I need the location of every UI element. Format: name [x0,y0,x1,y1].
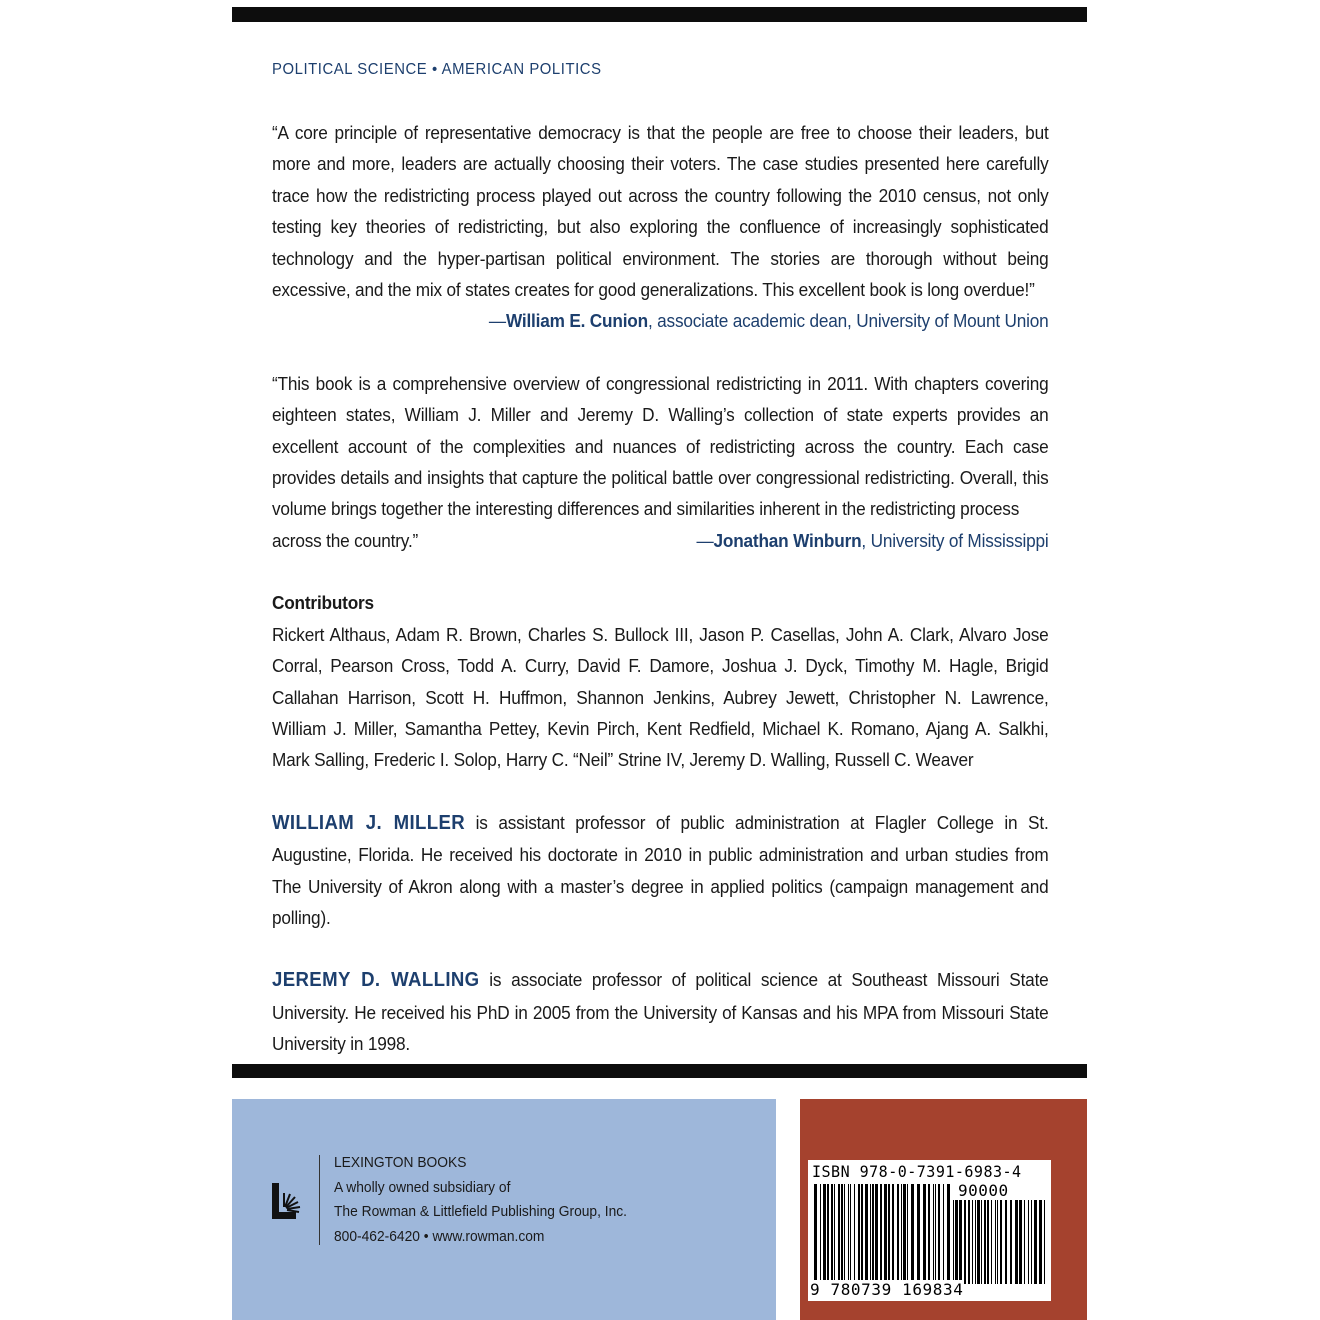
barcode-bar [1039,1200,1042,1284]
barcode-bar [1010,1200,1012,1284]
quote-winburn [272,368,1049,556]
barcode-bar [1031,1200,1032,1284]
contributors-section [272,587,1049,775]
attribution-dash: — [696,529,714,551]
barcode-bar [1028,1200,1029,1284]
barcode-bar [880,1184,882,1284]
barcode-bar [972,1200,973,1284]
barcode-bar [1024,1200,1025,1284]
barcode-panel [800,1099,1087,1320]
quote-text: “This book is a comprehensive overview of congressional redistricting in 2011. With chapters covering eighteen states, William J. Miller and Jeremy D. Walling’s collection of state experts provides an excellent account of the complexities and nuances of redistricting across the country. Each case provides details and insights that capture the political battle over congressional redistricting. Overall, this volume brings together the interesting differences and similarities inherent in the redistricting process [272,372,1049,520]
barcode-bar [854,1184,855,1284]
barcode-bar [968,1200,970,1284]
barcode-bar [917,1184,920,1284]
attribution-name: William E. Cunion [505,310,648,332]
barcode-bar [848,1184,849,1284]
barcode-bar [907,1184,908,1284]
barcode-bar [1015,1200,1018,1284]
bio-text: is assistant professor of public administration at Flagler College in St. Augustine, Florida. He received his doctorate in 2010 in public administration and urban studies from The University of Akron along with a master’s degree in applied politics (campaign management and polling). [272,811,1049,928]
barcode-bar [892,1184,894,1284]
barcode-bar [823,1184,826,1284]
barcode-bar [953,1200,954,1284]
quote-text-end: across the country.” [272,529,419,551]
quote-attribution [696,525,1048,556]
barcode-bar [888,1184,890,1284]
barcode-bar [814,1184,817,1284]
publisher-line: A wholly owned subsidiary of [334,1178,511,1196]
barcode-bar [872,1184,874,1284]
back-cover-text [272,56,1049,1060]
barcode-bar [875,1184,878,1284]
top-rule [232,7,1087,22]
barcode-bar [938,1184,940,1284]
attribution-dash: — [488,310,506,332]
barcode-bar [1005,1200,1007,1284]
barcode-bar [870,1184,871,1284]
isbn-number: ISBN 978-0-7391-6983-4 [812,1162,1022,1181]
quote-attribution [272,305,1049,336]
publisher-line: The Rowman & Littlefield Publishing Group, Inc. [334,1203,628,1220]
barcode-bar [1044,1200,1045,1284]
bottom-rule [232,1064,1087,1078]
barcode-bar [935,1184,936,1284]
barcode-bar [991,1200,992,1284]
barcode [808,1160,1051,1301]
publisher-contact: 800-462-6420 • www.rowman.com [334,1227,545,1245]
contributors-list: Rickert Althaus, Adam R. Brown, Charles S. Bullock III, Jason P. Casellas, John A. Clark, Alvaro Jose Corral, Pearson Cross, Todd A. Curry, David F. Damore, Joshua J. Dyck, Timothy M. Hagle, Brigid Callahan Harrison, Scott H. Huffmon, Shannon Jenkins, Aubrey Jewett, Christopher N. Lawrence, William J. Miller, Samantha Pettey, Kevin Pirch, Kent Redfield, Michael K. Romano, Ajang A. Salkhi, Mark Salling, Frederic I. Solop, Harry C. “Neil” Strine IV, Jeremy D. Walling, Russell C. Weaver [272,623,1049,771]
barcode-bar [923,1184,926,1284]
bio-name: JEREMY D. WALLING [272,969,480,992]
barcode-bar [943,1184,944,1284]
barcode-bar [844,1184,845,1284]
barcode-bar [959,1200,962,1284]
quote-cunion [272,117,1049,337]
ean-bars [814,1184,950,1284]
barcode-bar [838,1184,840,1284]
barcode-bar [987,1200,989,1284]
barcode-bar [861,1184,863,1284]
publisher-panel [232,1099,776,1320]
barcode-bar [831,1184,833,1284]
bio-name: WILLIAM J. MILLER [272,811,466,834]
barcode-bar [1034,1200,1037,1284]
barcode-bar [977,1200,980,1284]
barcode-bar [928,1184,930,1284]
barcode-bar [841,1184,843,1284]
barcode-bar [903,1184,906,1284]
barcode-bar [827,1184,829,1284]
barcode-bar [984,1200,986,1284]
category-label: POLITICAL SCIENCE • AMERICAN POLITICS [272,61,602,78]
bio-text: is associate professor of political science at Southeast Missouri State University. He received his PhD in 2005 from the University of Kansas and his MPA from Missouri State University in 1998. [272,969,1049,1055]
bio-walling [272,964,1049,1059]
lexington-logo-icon [272,1179,306,1219]
barcode-bar [955,1200,958,1284]
price-addon-digits: 90000 [958,1181,1009,1200]
barcode-bar [995,1200,996,1284]
barcode-bar [964,1200,966,1284]
attribution-name: Jonathan Winburn [713,529,862,551]
barcode-bar [884,1184,887,1284]
attribution-affiliation: , University of Mississippi [861,529,1049,551]
barcode-bar [865,1184,868,1284]
publisher-divider [319,1155,320,1245]
addon-bars [953,1200,1047,1284]
attribution-affiliation: , associate academic dean, University of Mount Union [647,310,1049,332]
barcode-bar [897,1184,899,1284]
barcode-bar [1019,1200,1022,1284]
barcode-bar [901,1184,902,1284]
quote-last-line [272,525,1049,556]
barcode-bar [911,1184,914,1284]
barcode-bar [1000,1200,1002,1284]
barcode-bar [850,1184,851,1284]
barcode-bar [947,1184,950,1284]
barcode-bar [997,1200,998,1284]
publisher-name: LEXINGTON BOOKS [334,1154,467,1171]
ean-digits: 9 780739 169834 [810,1280,964,1299]
barcode-bar [975,1200,976,1284]
barcode-bar [858,1184,860,1284]
barcode-bar [820,1184,821,1284]
barcode-bar [981,1200,982,1284]
barcode-bar [834,1184,835,1284]
bio-miller [272,807,1049,934]
quote-text: “A core principle of representative democracy is that the people are free to choose their leaders, but more and more, leaders are actually choosing their voters. The case studies presented here carefully trace how the redistricting process played out across the country following the 2010 census, not only testing key theories of redistricting, but also exploring the confluence of increasingly sophisticated technology and the hyper-partisan political environment. The stories are thorough without being excessive, and the mix of states creates for good generalizations. This excellent book is long overdue!” [272,122,1049,301]
barcode-bar [933,1184,934,1284]
contributors-heading: Contributors [272,592,374,614]
publisher-info [334,1151,627,1249]
